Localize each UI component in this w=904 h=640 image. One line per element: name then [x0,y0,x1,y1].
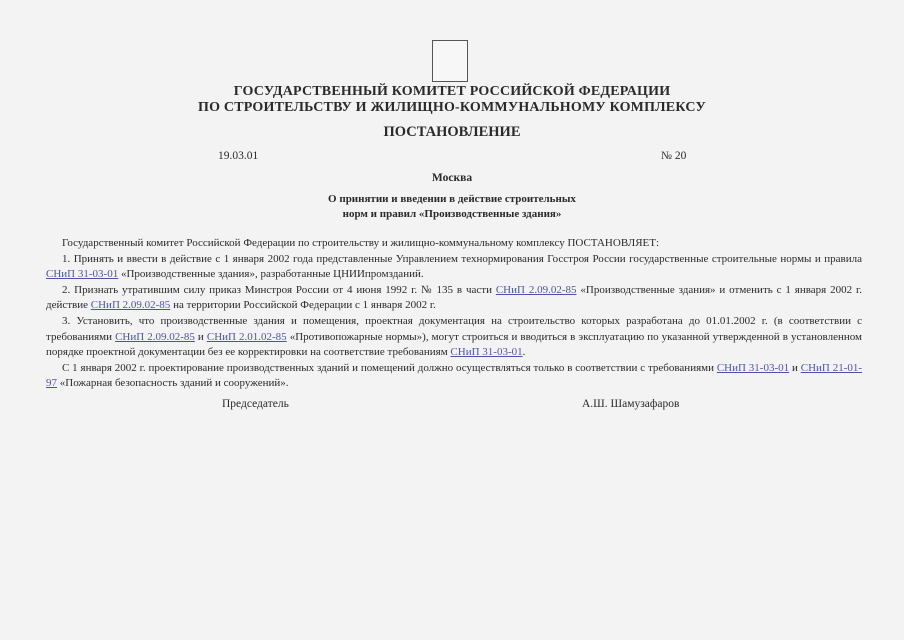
paragraph-2-text: 2. Признать утратившим силу приказ Минстроя России от 4 июня 1992 г. № 135 в части [62,283,496,296]
snip-31-03-01-link[interactable]: СНиП 31-03-01 [46,268,119,281]
snip-2-09-02-85-link[interactable]: СНиП 2.09.02-85 [90,299,171,312]
paragraph-1 [46,252,862,283]
emblem-image [432,40,468,82]
snip-31-03-01-link[interactable]: СНиП 31-03-01 [716,361,790,374]
snip-21-01-97-link[interactable]: СНиП 21-01-97 [46,361,863,390]
paragraph-2 [46,283,862,314]
paragraph-3-text: 3. Установить, что производственные здания и помещения, проектная документация на строительство которых разработана до 01.01.2002 г. (в соответствии с требованиями [46,314,862,343]
paragraph-1-text-end: «Производственные здания», разработанные ЦНИИпромзданий. [118,268,424,281]
document-date: 19.03.01 [218,150,259,162]
paragraph-4 [46,361,862,392]
signatory-name: А.Ш. Шамузафаров [582,398,680,410]
snip-31-03-01-link[interactable]: СНиП 31-03-01 [450,346,523,359]
signatory-role: Председатель [222,398,289,410]
snip-2-01-02-85-link[interactable]: СНиП 2.01.02-85 [206,330,287,343]
subject-line2: норм и правил «Производственные здания» [342,208,562,220]
document-body [46,236,862,392]
paragraph-2-text-end: на территории Российской Федерации с 1 января 2002 г. [170,299,436,312]
committee-name-line1: ГОСУДАРСТВЕННЫЙ КОМИТЕТ РОССИЙСКОЙ ФЕДЕРАЦИИ [233,84,671,99]
subject-line1: О принятии и введении в действие строительных [328,193,576,205]
paragraph-4-text-and: и [789,361,801,374]
snip-2-09-02-85-link[interactable]: СНиП 2.09.02-85 [495,283,577,296]
paragraph-3-text-mid: «Противопожарные нормы»), могут строиться и вводиться в эксплуатацию по указанной утвержденной в установленном порядке проектной документации без ее корректировки на соответствие требованиям [46,330,862,359]
paragraph-3-text-end: . [522,346,526,359]
committee-name-line2: ПО СТРОИТЕЛЬСТВУ И ЖИЛИЩНО-КОММУНАЛЬНОМУ КОМПЛЕКСУ [198,100,706,115]
document-city: Москва [431,172,473,184]
intro-paragraph: Государственный комитет Российской Федерации по строительству и жилищно-коммунальному комплексу ПОСТАНОВЛЯЕТ: [62,237,660,249]
paragraph-4-text-end: «Пожарная безопасность зданий и сооружений». [57,377,289,390]
snip-2-09-02-85-link[interactable]: СНиП 2.09.02-85 [115,330,195,343]
paragraph-2-text-mid: «Производственные здания» и отменить с 1 января 2002 г. действие [46,283,862,312]
paragraph-3 [46,314,862,361]
paragraph-1-text: 1. Принять и ввести в действие с 1 января 2002 года представленные Управлением технормирования Госстроя России государственные строительные нормы и правила [62,252,862,265]
paragraph-4-text: С 1 января 2002 г. проектирование производственных зданий и помещений должно осуществляться только в соответствии с требованиями [62,361,717,374]
paragraph-3-text-and: и [194,330,207,343]
document-type-title: ПОСТАНОВЛЕНИЕ [383,124,521,140]
document-number: № 20 [661,150,687,162]
